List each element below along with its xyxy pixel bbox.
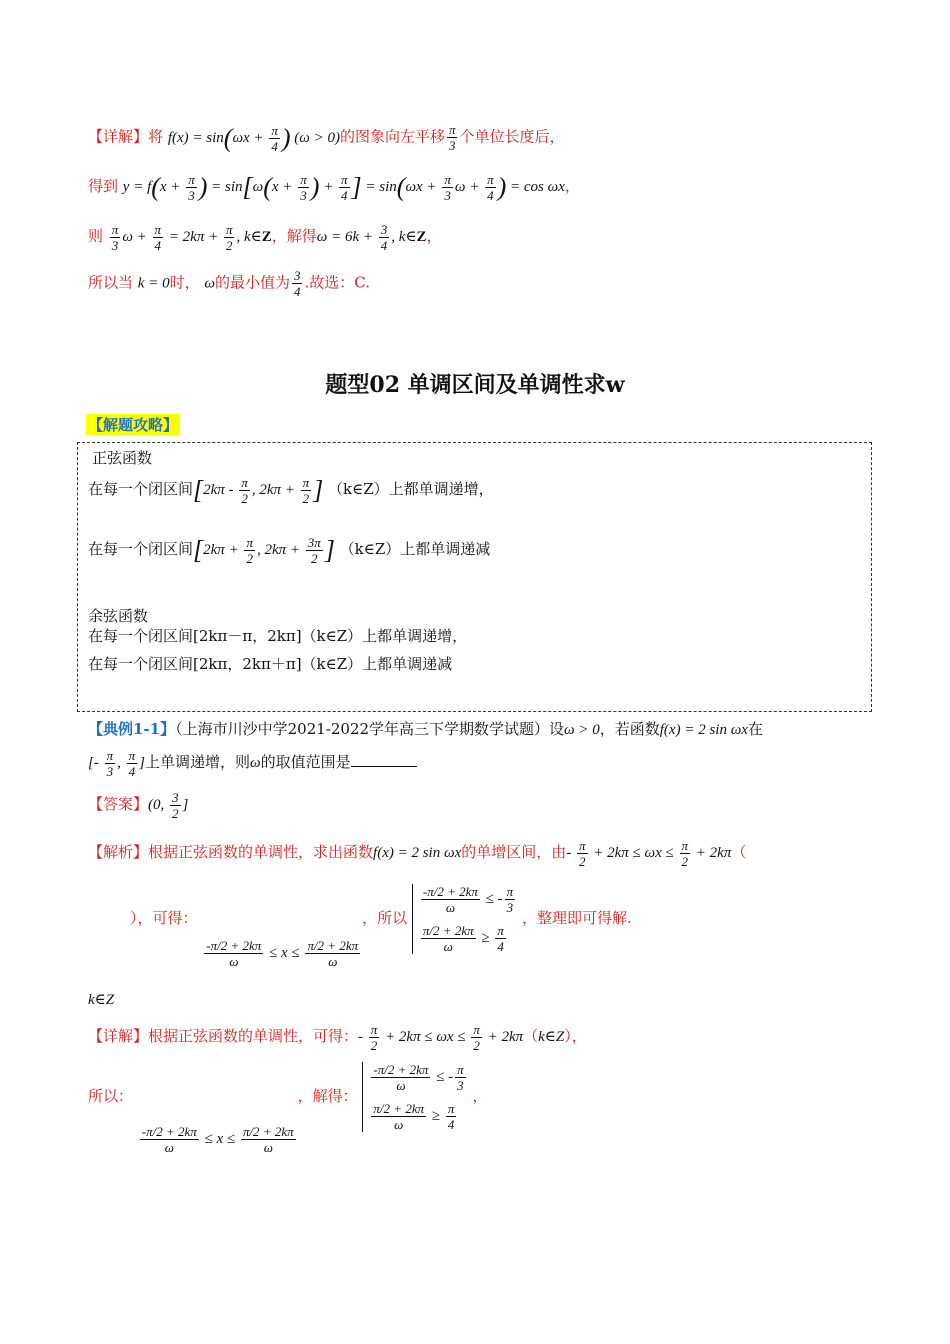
strategy-tag: 【解题攻略】: [88, 416, 179, 434]
increasing-interval-expr: [2kπ - $\frac{\pi}{2}$ , 2kπ + $\frac{\pi}{2}$ ]: [193, 475, 324, 506]
omega-solution-expr: ω = 6k + $\frac{3}{4}$ , k∈Z: [316, 222, 427, 253]
analysis-tag: 【解析】: [88, 842, 149, 861]
omega-positive-expr: ω > 0: [564, 722, 600, 738]
box-cosine-increasing: 在每一个闭区间[2kπ－π，2kπ]（k∈Z）上都单调递增，: [88, 627, 468, 645]
example-tag: 【典例1-1】: [88, 720, 176, 738]
shifted-function-expr: y = f(x + $\frac{\pi}{3}$ ) = sin[ω(x + $\frac{\pi}{3}$ ) + $\frac{\pi}{4}$ ] = sin(ωx + $\frac{\pi}{3}$ ω + $\frac{\pi}{4}$ ) = cos ωx: [122, 172, 565, 203]
example-line-1: 【典例1-1】（上海市川沙中学2021-2022学年高三下学期数学试题）设ω > 0，若函数f(x) = 2 sin ωx在: [88, 720, 763, 738]
box-cosine-heading: 余弦函数: [88, 607, 149, 625]
detail2-line-1: 【详解】根据正弦函数的单调性，可得：- $\frac{\pi}{2}$ + 2kπ ≤ ωx ≤ $\frac{\pi}{2}$ + 2kπ（k∈Z），: [88, 1022, 587, 1053]
detail2-line-2: 所以： $\frac{-\pi/2 + 2k\pi}{\omega}$ ≤ x ≤ $\frac{\pi/2 + 2k\pi}{\omega}$ ，解得： $\frac{-\pi/2 + 2k\pi}{\omega}$ ≤ - $\frac{\pi}{3}$ $\frac{\pi/2 + 2k\pi}{\omega}$ ≥ $\frac{\pi}{4}$ ，: [88, 1062, 488, 1155]
box-sine-increasing: 在每一个闭区间[2kπ - $\frac{\pi}{2}$ , 2kπ + $\frac{\pi}{2}$ ] （k∈Z）上都单调递增，: [88, 475, 494, 506]
analysis-system-expr: $\frac{-\pi/2 + 2k\pi}{\omega}$ ≤ - $\frac{\pi}{3}$ $\frac{\pi/2 + 2k\pi}{\omega}$ ≥ $\frac{\pi}{4}$: [412, 884, 517, 954]
detail2-tag: 【详解】: [88, 1026, 149, 1045]
answer-blank: [351, 752, 417, 767]
detail-tag: 【详解】: [88, 127, 149, 146]
equation-expr: $\frac{\pi}{3}$ ω + $\frac{\pi}{4}$ = 2kπ + $\frac{\pi}{2}$ , k∈Z: [111, 222, 272, 253]
example-function-expr: f(x) = 2 sin ωx: [659, 722, 748, 738]
detail-line-1: 【详解】将 f(x) = sin(ωx + $\frac{\pi}{4}$ ) (ω > 0)的图象向左平移 $\frac{\pi}{3}$ 个单位长度后，: [88, 122, 565, 154]
analysis-function-expr: f(x) = 2 sin ωx: [373, 844, 462, 861]
function-expr: f(x) = sin(ωx + $\frac{\pi}{4}$ ) (ω > 0): [167, 122, 340, 154]
strategy-box: [77, 442, 872, 712]
omega-symbol: ω: [204, 275, 215, 292]
omega-symbol: ω: [249, 754, 261, 771]
analysis-inequality-expr: - $\frac{\pi}{2}$ + 2kπ ≤ ωx ≤ $\frac{\pi}{2}$ + 2kπ: [566, 838, 732, 869]
k-zero-expr: k = 0: [137, 275, 170, 292]
box-cosine-decreasing: 在每一个闭区间[2kπ，2kπ＋π]（k∈Z）上都单调递减: [88, 655, 453, 673]
min-value-fraction: $\frac{3}{4}$: [293, 268, 301, 299]
analysis-kz: k∈Z: [88, 992, 115, 1008]
box-sine-heading: 正弦函数: [92, 449, 153, 467]
shift-fraction: $\frac{\pi}{3}$: [448, 122, 456, 153]
decreasing-interval-expr: [2kπ + $\frac{\pi}{2}$ , 2kπ + $\frac{3\pi}{2}$ ]: [193, 535, 335, 566]
detail2-inequality-expr: - $\frac{\pi}{2}$ + 2kπ ≤ ωx ≤ $\frac{\pi}{2}$ + 2kπ: [358, 1022, 524, 1053]
detail2-system-expr: $\frac{-\pi/2 + 2k\pi}{\omega}$ ≤ - $\frac{\pi}{3}$ $\frac{\pi/2 + 2k\pi}{\omega}$ ≥ $\frac{\pi}{4}$: [362, 1062, 467, 1132]
section-title: 题型02 单调区间及单调性求w: [325, 372, 625, 398]
answer-line: [88, 790, 188, 821]
box-sine-decreasing: 在每一个闭区间[2kπ + $\frac{\pi}{2}$ , 2kπ + $\frac{3\pi}{2}$ ] （k∈Z）上都单调递减: [88, 535, 491, 566]
answer-value: (0, $\frac{3}{2}$ ]: [148, 790, 189, 821]
example-line-2: [- $\frac{\pi}{3}$ , $\frac{\pi}{4}$ ]上单调递增，则ω的取值范围是: [88, 748, 417, 779]
detail-line-4: 所以当 k = 0时， ω的最小值为 $\frac{3}{4}$ .故选：C.: [88, 268, 370, 299]
analysis-line-2: ），可得： $\frac{-\pi/2 + 2k\pi}{\omega}$ ≤ x ≤ $\frac{\pi/2 + 2k\pi}{\omega}$ ，所以 $\frac{-\pi/2 + 2k\pi}{\omega}$ ≤ - $\frac{\pi}{3}$ $\frac{\pi/2 + 2k\pi}{\omega}$ ≥ $\frac{\pi}{4}$ ，整理即可得解.: [130, 884, 632, 969]
analysis-line-1: 【解析】根据正弦函数的单调性，求出函数f(x) = 2 sin ωx的单增区间，由- $\frac{\pi}{2}$ + 2kπ ≤ ωx ≤ $\frac{\pi}{2}$ + 2kπ（: [88, 838, 747, 869]
example-interval-expr: [- $\frac{\pi}{3}$ , $\frac{\pi}{4}$ ]: [88, 748, 145, 779]
answer-tag: 【答案】: [88, 794, 149, 813]
detail-line-2: 得到 y = f(x + $\frac{\pi}{3}$ ) = sin[ω(x + $\frac{\pi}{3}$ ) + $\frac{\pi}{4}$ ] = sin(ωx + $\frac{\pi}{3}$ ω + $\frac{\pi}{4}$ ) = cos ωx，: [88, 172, 580, 203]
analysis-x-range-expr: $\frac{-\pi/2 + 2k\pi}{\omega}$ ≤ x ≤ $\frac{\pi/2 + 2k\pi}{\omega}$: [206, 938, 359, 969]
detail2-x-range-expr: $\frac{-\pi/2 + 2k\pi}{\omega}$ ≤ x ≤ $\frac{\pi/2 + 2k\pi}{\omega}$: [141, 1124, 294, 1155]
detail-line-3: 则 $\frac{\pi}{3}$ ω + $\frac{\pi}{4}$ = 2kπ + $\frac{\pi}{2}$ , k∈Z，解得ω = 6k + $\frac{3}{4}$ , k∈Z，: [88, 222, 442, 253]
